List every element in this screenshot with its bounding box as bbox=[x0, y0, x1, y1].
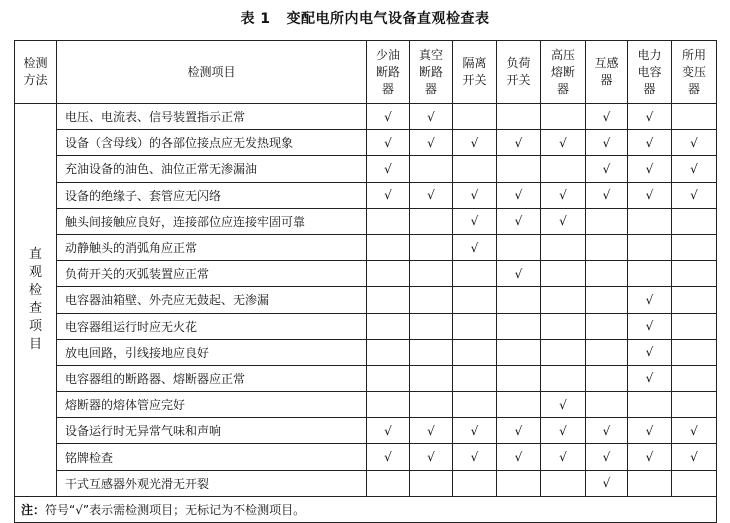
item-cell: 熔断器的熔体管应完好 bbox=[57, 392, 367, 418]
empty-cell bbox=[497, 339, 541, 365]
empty-cell bbox=[410, 156, 453, 182]
note-cell bbox=[15, 496, 717, 522]
table-row bbox=[15, 418, 717, 444]
item-cell: 设备（含母线）的各部位接点应无发热现象 bbox=[57, 130, 367, 156]
empty-cell bbox=[672, 365, 717, 391]
check-mark-cell: √ bbox=[541, 130, 586, 156]
check-mark-cell: √ bbox=[367, 418, 410, 444]
check-mark-cell: √ bbox=[586, 130, 628, 156]
note-row bbox=[15, 496, 717, 522]
check-mark-cell: √ bbox=[453, 208, 497, 234]
item-cell: 电压、电流表、信号装置指示正常 bbox=[57, 104, 367, 130]
empty-cell bbox=[497, 470, 541, 496]
empty-cell bbox=[453, 287, 497, 313]
check-mark-cell: √ bbox=[410, 444, 453, 470]
empty-cell bbox=[453, 156, 497, 182]
check-mark-cell: √ bbox=[497, 261, 541, 287]
item-cell: 铭牌检查 bbox=[57, 444, 367, 470]
item-cell: 动静触头的消弧角应正常 bbox=[57, 234, 367, 260]
empty-cell bbox=[672, 261, 717, 287]
check-mark-cell: √ bbox=[672, 156, 717, 182]
empty-cell bbox=[367, 234, 410, 260]
check-mark-cell: √ bbox=[541, 418, 586, 444]
table-row bbox=[15, 470, 717, 496]
check-mark-cell: √ bbox=[586, 156, 628, 182]
empty-cell bbox=[497, 287, 541, 313]
table-title-text: 变配电所内电气设备直观检查表 bbox=[286, 11, 490, 27]
check-mark-cell: √ bbox=[367, 182, 410, 208]
header-row bbox=[15, 41, 717, 104]
method-cell: 直观检查项目 bbox=[15, 104, 57, 497]
table-row bbox=[15, 261, 717, 287]
check-mark-cell: √ bbox=[410, 418, 453, 444]
table-row bbox=[15, 104, 717, 130]
check-mark-cell: √ bbox=[672, 444, 717, 470]
header-item: 检测项目 bbox=[57, 41, 367, 104]
empty-cell bbox=[453, 339, 497, 365]
header-device: 少油断路器 bbox=[367, 41, 410, 104]
check-mark-cell: √ bbox=[672, 182, 717, 208]
table-row bbox=[15, 130, 717, 156]
empty-cell bbox=[367, 339, 410, 365]
empty-cell bbox=[541, 313, 586, 339]
check-mark-cell: √ bbox=[497, 182, 541, 208]
empty-cell bbox=[586, 313, 628, 339]
header-device: 所用变压器 bbox=[672, 41, 717, 104]
empty-cell bbox=[586, 287, 628, 313]
empty-cell bbox=[586, 392, 628, 418]
check-mark-cell: √ bbox=[541, 208, 586, 234]
empty-cell bbox=[410, 287, 453, 313]
table-row bbox=[15, 234, 717, 260]
table-row bbox=[15, 182, 717, 208]
check-mark-cell: √ bbox=[586, 182, 628, 208]
empty-cell bbox=[586, 234, 628, 260]
empty-cell bbox=[672, 313, 717, 339]
header-device: 真空断路器 bbox=[410, 41, 453, 104]
header-device: 互感器 bbox=[586, 41, 628, 104]
check-mark-cell: √ bbox=[497, 444, 541, 470]
item-cell: 设备运行时无异常气味和声响 bbox=[57, 418, 367, 444]
empty-cell bbox=[453, 104, 497, 130]
empty-cell bbox=[628, 470, 672, 496]
empty-cell bbox=[410, 313, 453, 339]
check-mark-cell: √ bbox=[672, 130, 717, 156]
check-mark-cell: √ bbox=[410, 104, 453, 130]
empty-cell bbox=[367, 287, 410, 313]
empty-cell bbox=[541, 365, 586, 391]
empty-cell bbox=[541, 470, 586, 496]
empty-cell bbox=[497, 313, 541, 339]
empty-cell bbox=[410, 234, 453, 260]
empty-cell bbox=[586, 339, 628, 365]
header-method: 检测方法 bbox=[15, 41, 57, 104]
check-mark-cell: √ bbox=[497, 418, 541, 444]
check-mark-cell: √ bbox=[453, 418, 497, 444]
empty-cell bbox=[672, 104, 717, 130]
check-mark-cell: √ bbox=[672, 418, 717, 444]
check-mark-cell: √ bbox=[628, 444, 672, 470]
note-label: 注： bbox=[21, 502, 46, 517]
empty-cell bbox=[497, 365, 541, 391]
check-mark-cell: √ bbox=[628, 365, 672, 391]
empty-cell bbox=[497, 104, 541, 130]
empty-cell bbox=[541, 104, 586, 130]
table-row bbox=[15, 313, 717, 339]
item-cell: 负荷开关的灭弧装置应正常 bbox=[57, 261, 367, 287]
empty-cell bbox=[367, 208, 410, 234]
item-cell: 设备的绝缘子、套管应无闪络 bbox=[57, 182, 367, 208]
table-number: 表 1 bbox=[240, 11, 271, 27]
empty-cell bbox=[586, 208, 628, 234]
empty-cell bbox=[672, 339, 717, 365]
empty-cell bbox=[672, 287, 717, 313]
table-row bbox=[15, 444, 717, 470]
empty-cell bbox=[672, 470, 717, 496]
table-title bbox=[0, 8, 730, 28]
empty-cell bbox=[628, 208, 672, 234]
empty-cell bbox=[628, 261, 672, 287]
check-mark-cell: √ bbox=[410, 182, 453, 208]
check-mark-cell: √ bbox=[367, 156, 410, 182]
check-mark-cell: √ bbox=[628, 339, 672, 365]
check-mark-cell: √ bbox=[367, 104, 410, 130]
check-mark-cell: √ bbox=[453, 130, 497, 156]
table-row bbox=[15, 156, 717, 182]
empty-cell bbox=[410, 392, 453, 418]
empty-cell bbox=[672, 208, 717, 234]
item-cell: 电容器组的断路器、熔断器应正常 bbox=[57, 365, 367, 391]
note-text: 符号“√”表示需检测项目；无标记为不检测项目。 bbox=[45, 502, 306, 517]
empty-cell bbox=[410, 261, 453, 287]
table-row bbox=[15, 365, 717, 391]
item-cell: 电容器组运行时应无火花 bbox=[57, 313, 367, 339]
check-mark-cell: √ bbox=[628, 156, 672, 182]
empty-cell bbox=[628, 234, 672, 260]
empty-cell bbox=[541, 234, 586, 260]
empty-cell bbox=[453, 392, 497, 418]
check-mark-cell: √ bbox=[541, 444, 586, 470]
empty-cell bbox=[628, 392, 672, 418]
inspection-table bbox=[14, 40, 717, 523]
item-cell: 干式互感器外观光滑无开裂 bbox=[57, 470, 367, 496]
check-mark-cell: √ bbox=[453, 182, 497, 208]
empty-cell bbox=[410, 339, 453, 365]
empty-cell bbox=[410, 470, 453, 496]
empty-cell bbox=[453, 313, 497, 339]
check-mark-cell: √ bbox=[586, 418, 628, 444]
check-mark-cell: √ bbox=[628, 182, 672, 208]
item-cell: 放电回路，引线接地应良好 bbox=[57, 339, 367, 365]
check-mark-cell: √ bbox=[497, 208, 541, 234]
empty-cell bbox=[367, 392, 410, 418]
header-device: 高压熔断器 bbox=[541, 41, 586, 104]
empty-cell bbox=[497, 234, 541, 260]
empty-cell bbox=[541, 261, 586, 287]
empty-cell bbox=[541, 287, 586, 313]
empty-cell bbox=[586, 365, 628, 391]
check-mark-cell: √ bbox=[453, 444, 497, 470]
header-device: 负荷开关 bbox=[497, 41, 541, 104]
empty-cell bbox=[410, 208, 453, 234]
table-row bbox=[15, 392, 717, 418]
empty-cell bbox=[497, 156, 541, 182]
table-row bbox=[15, 287, 717, 313]
header-device: 隔离开关 bbox=[453, 41, 497, 104]
empty-cell bbox=[586, 261, 628, 287]
check-mark-cell: √ bbox=[628, 418, 672, 444]
check-mark-cell: √ bbox=[410, 130, 453, 156]
item-cell: 电容器油箱壁、外壳应无鼓起、无渗漏 bbox=[57, 287, 367, 313]
empty-cell bbox=[672, 234, 717, 260]
check-mark-cell: √ bbox=[541, 392, 586, 418]
check-mark-cell: √ bbox=[586, 104, 628, 130]
check-mark-cell: √ bbox=[586, 470, 628, 496]
check-mark-cell: √ bbox=[586, 444, 628, 470]
header-device: 电力电容器 bbox=[628, 41, 672, 104]
empty-cell bbox=[672, 392, 717, 418]
item-cell: 充油设备的油色、油位正常无渗漏油 bbox=[57, 156, 367, 182]
empty-cell bbox=[367, 313, 410, 339]
empty-cell bbox=[453, 470, 497, 496]
empty-cell bbox=[367, 261, 410, 287]
empty-cell bbox=[410, 365, 453, 391]
table-row bbox=[15, 339, 717, 365]
item-cell: 触头间接触应良好，连接部位应连接牢固可靠 bbox=[57, 208, 367, 234]
check-mark-cell: √ bbox=[628, 313, 672, 339]
empty-cell bbox=[367, 470, 410, 496]
empty-cell bbox=[453, 365, 497, 391]
table-row bbox=[15, 208, 717, 234]
check-mark-cell: √ bbox=[628, 130, 672, 156]
check-mark-cell: √ bbox=[497, 130, 541, 156]
check-mark-cell: √ bbox=[628, 104, 672, 130]
empty-cell bbox=[367, 365, 410, 391]
check-mark-cell: √ bbox=[453, 234, 497, 260]
check-mark-cell: √ bbox=[628, 287, 672, 313]
empty-cell bbox=[453, 261, 497, 287]
empty-cell bbox=[541, 339, 586, 365]
check-mark-cell: √ bbox=[541, 182, 586, 208]
check-mark-cell: √ bbox=[367, 444, 410, 470]
check-mark-cell: √ bbox=[367, 130, 410, 156]
empty-cell bbox=[541, 156, 586, 182]
empty-cell bbox=[497, 392, 541, 418]
